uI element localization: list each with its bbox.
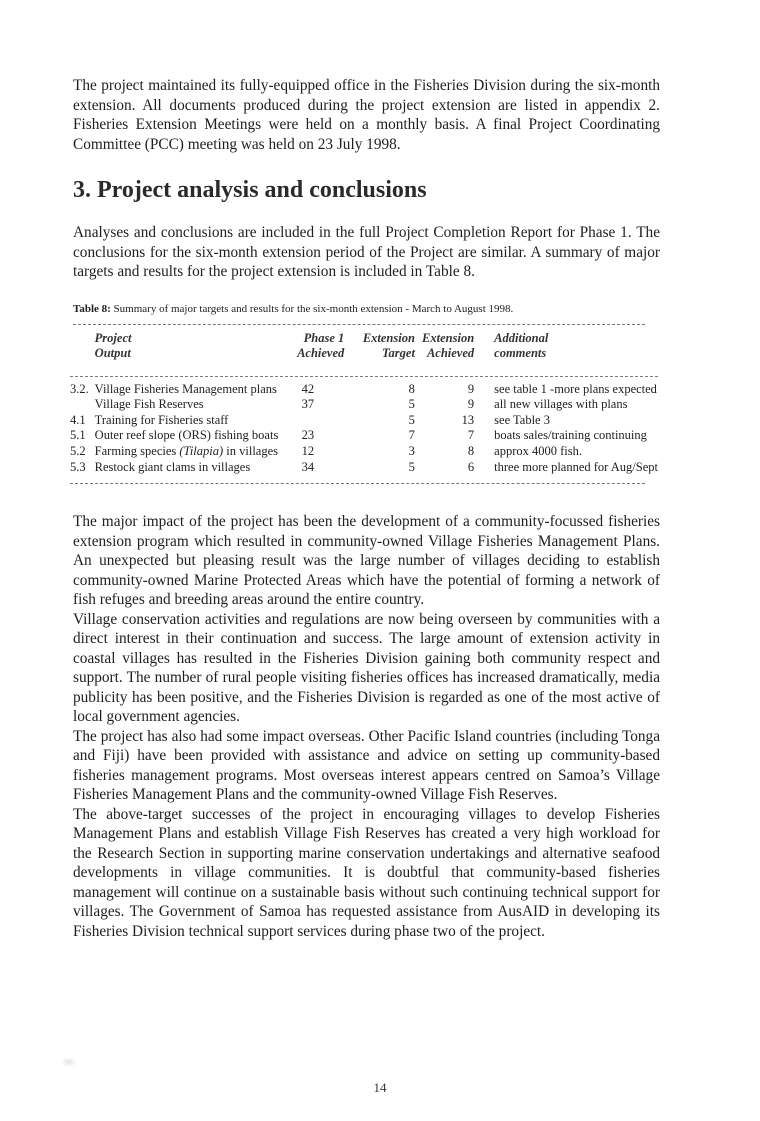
header-project-output: Project Output	[94, 330, 132, 361]
table-bottom-rule	[70, 483, 645, 484]
conservation-paragraph: Village conservation activities and regulations are now being overseen by communities with a direct interest in their continuation and success. The large amount of extension activity in coastal villages has resulted in the Fisheries Division gaining both community respect and support. The number of rural people visiting fisheries offices has increased dramatically, media publicity has been positive, and the Fisheries Division is regarded as one of the most active of local government agencies.	[73, 610, 660, 726]
table-row: 5.1 Outer reef slope (ORS) fishing boats 23 7 7 boats sales/training continuing	[70, 428, 647, 443]
summary-table	[70, 325, 658, 485]
table-row: 5.2 Farming species (Tilapia) in villages 12 3 8 approx 4000 fish.	[70, 444, 582, 459]
intro-paragraph: The project maintained its fully-equipped office in the Fisheries Division during the six-month extension. All documents produced during the project extension are listed in appendix 2. Fisheries Extension Meetings were held on a monthly basis. A final Project Coordinating Committee (PCC) meeting was held on 23 July 1998.	[73, 77, 660, 153]
table-caption-label: Table 8:	[73, 302, 111, 315]
scan-smudge	[62, 1058, 76, 1066]
table-caption-text: Summary of major targets and results for the six-month extension - March to August 1998.	[110, 302, 514, 315]
table-header-row	[70, 325, 658, 362]
page-number: 14	[373, 1080, 387, 1095]
header-additional-comments: Additional comments	[494, 330, 549, 361]
header-phase1-achieved: Phase 1 Achieved	[297, 330, 345, 361]
header-extension-achieved: Extension Achieved	[422, 330, 475, 361]
section-heading: 3. Project analysis and conclusions	[73, 177, 427, 203]
section-intro-paragraph: Analyses and conclusions are included in the full Project Completion Report for Phase 1. The conclusions for the six-month extension period of the Project are similar. A summary of major targets and results for the project extension is included in Table 8.	[73, 224, 660, 280]
overseas-paragraph: The project has also had some impact overseas. Other Pacific Island countries (including Tonga and Fiji) have been provided with assistance and advice on setting up community-based fisheries management programs. Most overseas interest appears centred on Samoa’s Village Fisheries Management Plans and the community-owned Village Fish Reserves.	[73, 727, 660, 804]
table-row: Village Fish Reserves 37 5 9 all new villages with plans	[94, 397, 628, 412]
header-extension-target: Extension Target	[362, 330, 415, 361]
table-row: 5.3 Restock giant clams in villages 34 5 6 three more planned for Aug/Sept	[70, 459, 658, 474]
workload-paragraph: The above-target successes of the project in encouraging villages to develop Fisheries Management Plans and establish Village Fish Reserves has created a very high workload for the Research Section in supporting marine conservation undertakings and alternative seafood developments in village communities. It is doubtful that community-based fisheries management will continue on a sustainable basis without such continuing technical support for villages. The Government of Samoa has requested assistance from AusAID in developing its Fisheries Division technical support services during phase two of the project.	[73, 805, 660, 940]
table-caption	[73, 302, 660, 316]
table-header-rule	[70, 376, 658, 377]
table-row: 4.1 Training for Fisheries staff 5 13 see Table 3	[70, 412, 550, 427]
document-page	[70, 76, 660, 941]
table-row: 3.2. Village Fisheries Management plans 42 8 9 see table 1 -more plans expected	[70, 381, 657, 396]
impact-paragraph: The major impact of the project has been the development of a community-focussed fisheries extension program which resulted in community-owned Village Fisheries Management Plans. An unexpected but pleasing result was the large number of villages deciding to establish community-owned Marine Protected Areas which have the potential of forming a network of fish refuges and breeding areas around the entire country.	[73, 513, 660, 609]
